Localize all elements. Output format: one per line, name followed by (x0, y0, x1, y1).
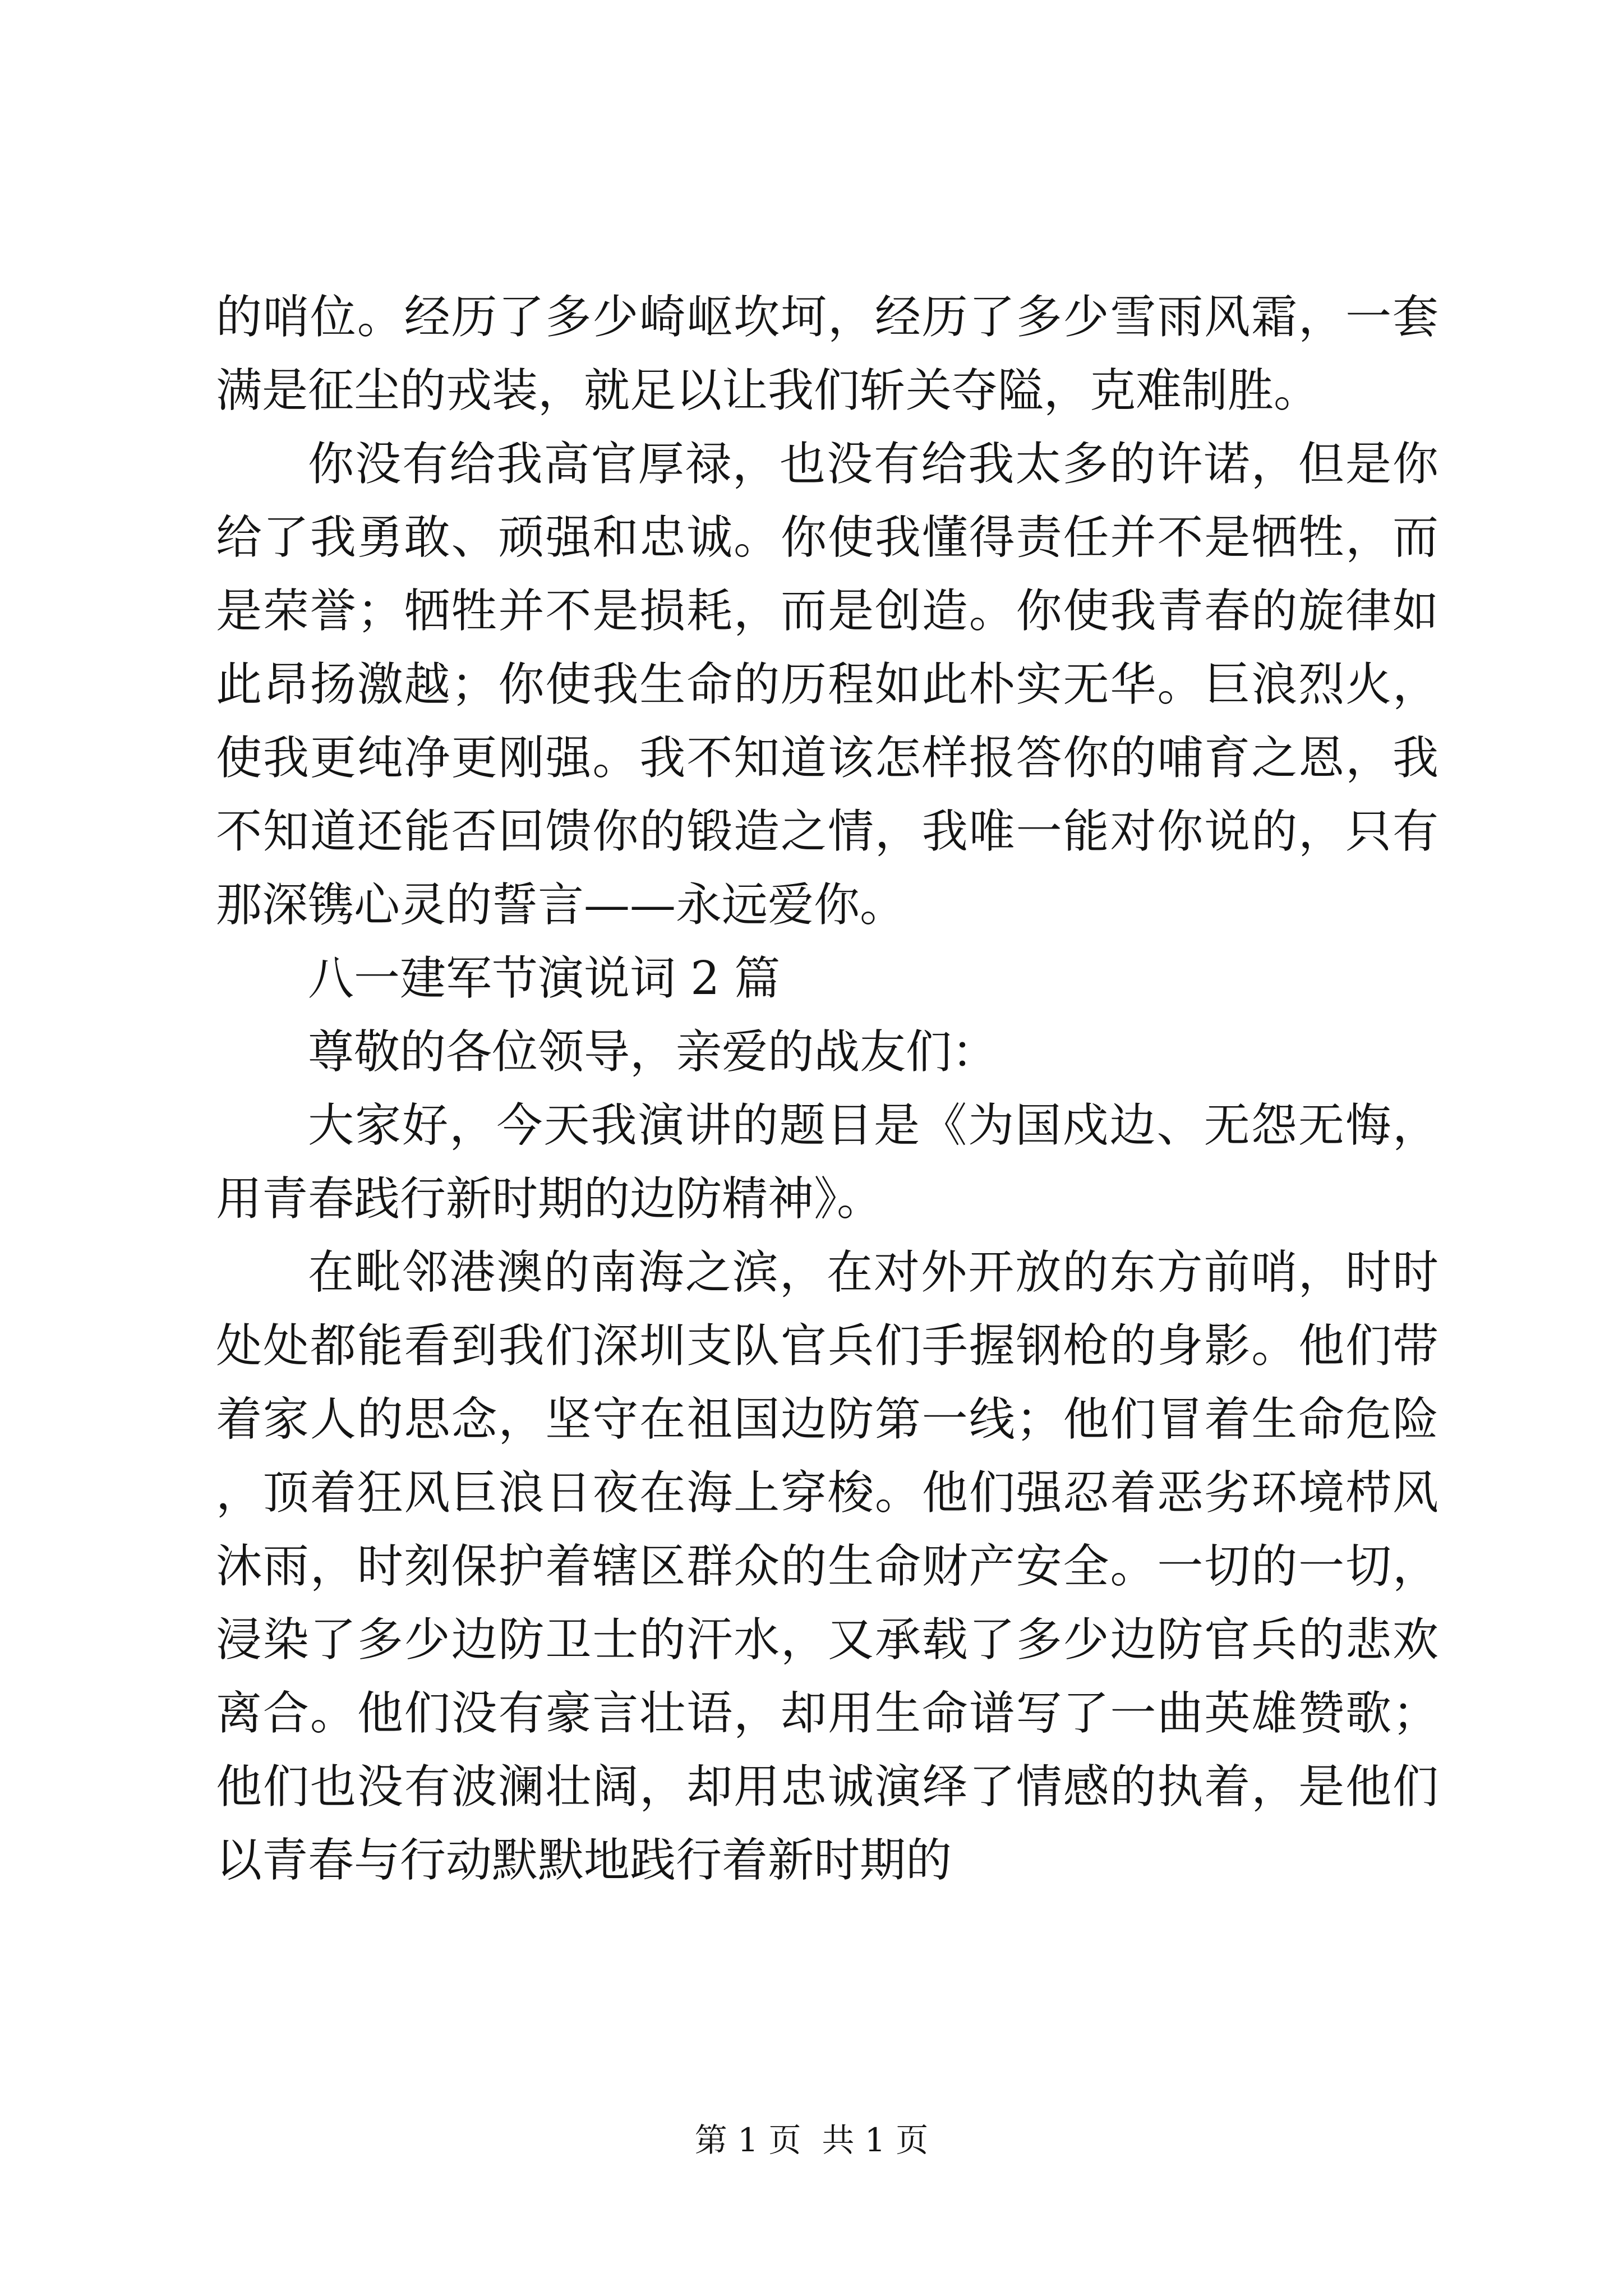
page-footer: 第 1 页 共 1 页 (694, 2121, 929, 2159)
document-body (216, 280, 1438, 1897)
paragraph-1: 的哨位。经历了多少崎岖坎坷，经历了多少雪雨风霜，一套满是征尘的戎装，就足以让我们斩关夺隘，克难制胜。 (216, 291, 1438, 417)
section-heading: 八一建军节演说词 2 篇 (308, 952, 781, 1005)
salutation: 尊敬的各位领导，亲爱的战友们： (308, 1025, 998, 1079)
paragraph-5: 大家好，今天我演讲的题目是《为国戍边、无怨无悔，用青春践行新时期的边防精神》。 (216, 1099, 1438, 1226)
paragraph-6: 在毗邻港澳的南海之滨，在对外开放的东方前哨，时时处处都能看到我们深圳支队官兵们手握钢枪的身影。他们带着家人的思念，坚守在祖国边防第一线；他们冒着生命危险，顶着狂风巨浪日夜在海上穿梭。他们强忍着恶劣环境栉风沐雨，时刻保护着辖区群众的生命财产安全。一切的一切，浸染了多少边防卫士的汗水，又承载了多少边防官兵的悲欢离合。他们没有豪言壮语，却用生命谱写了一曲英雄赞歌；他们也没有波澜壮阔，却用忠诚演绎了情感的执着，是他们以青春与行动默默地践行着新时期的 (216, 1246, 1438, 1887)
paragraph-2: 你没有给我高官厚禄，也没有给我太多的许诺，但是你给了我勇敢、顽强和忠诚。你使我懂得责任并不是牺牲，而是荣誉；牺牲并不是损耗，而是创造。你使我青春的旋律如此昂扬激越；你使我生命的历程如此朴实无华。巨浪烈火，使我更纯净更刚强。我不知道该怎样报答你的哺育之恩，我不知道还能否回馈你的锻造之情，我唯一能对你说的，只有那深镌心灵的誓言——永远爱你。 (216, 438, 1438, 932)
